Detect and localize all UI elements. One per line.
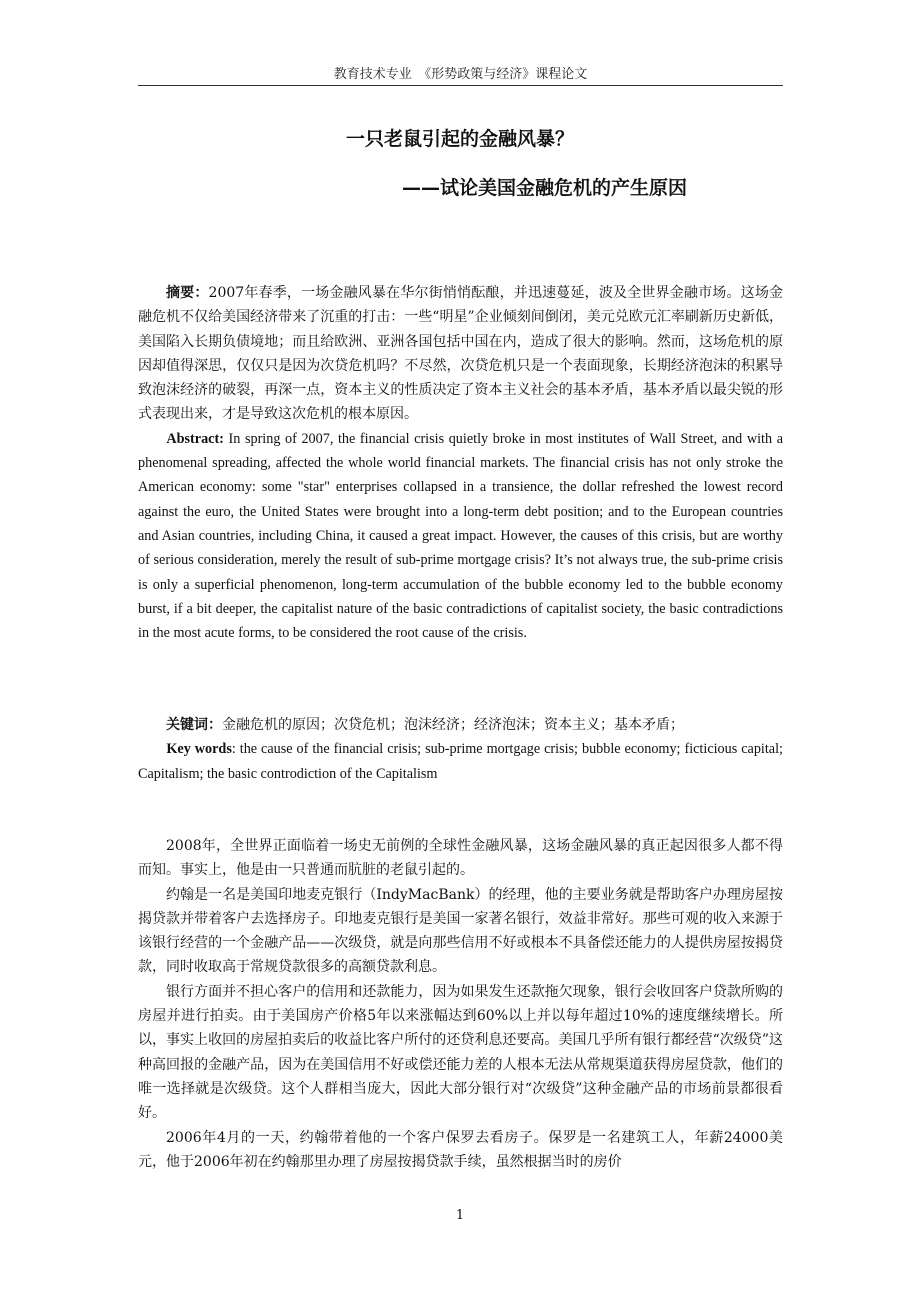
body-paragraph: 约翰是一名是美国印地麦克银行（IndyMacBank）的经理，他的主要业务就是帮助客户办理房屋按揭贷款并带着客户去选择房子。印地麦克银行是美国一家著名银行，效益非常好。那些可观的收入来源于该银行经营的一个金融产品——次级贷，就是向那些信用不好或根本不具备偿还能力的人提供房屋按揭贷款，同时收取高于常规贷款很多的高额贷款利息。 [138, 886, 783, 976]
header-rule [138, 85, 783, 86]
body-paragraph: 银行方面并不担心客户的信用和还款能力，因为如果发生还款拖欠现象，银行会收回客户贷款所购的房屋并进行拍卖。由于美国房产价格5年以来涨幅达到60%以上并以每年超过10%的速度继续增长。所以，事实上收回的房屋拍卖后的收益比客户所付的还贷利息还要高。美国几乎所有银行都经营“次级贷”这种高回报的金融产品，因为在美国信用不好或偿还能力差的人根本无法从常规渠道获得房屋贷款，他们的唯一选择就是次级贷。这个人群相当庞大，因此大部分银行对“次级贷”这种金融产品的市场前景都很看好。 [138, 983, 783, 1122]
keywords-en [138, 737, 783, 786]
abstract-cn-label: 摘要： [166, 285, 209, 301]
body-paragraph: 2008年，全世界正面临着一场史无前例的全球性金融风暴，这场金融风暴的真正起因很多人都不得而知。事实上，他是由一只普通而肮脏的老鼠引起的。 [138, 838, 783, 879]
running-header: 教育技术专业 《形势政策与经济》课程论文 [333, 67, 588, 82]
keywords-en-text: : the cause of the financial crisis; sub-prime mortgage crisis; bubble economy; ficticious capital; Capitalism; the basic controdiction of the Capitalism [138, 741, 783, 782]
abstract-en-label: Abstract: [166, 430, 224, 447]
page-number: 1 [455, 1208, 465, 1223]
body-paragraph: 2006年4月的一天，约翰带着他的一个客户保罗去看房子。保罗是一名建筑工人，年薪24000美元，他于2006年初在约翰那里办理了房屋按揭贷款手续，虽然根据当时的房价 [138, 1129, 783, 1170]
abstract-section [138, 281, 783, 645]
abstract-en [138, 427, 783, 646]
keywords-cn-text: 金融危机的原因；次贷危机；泡沫经济；经济泡沫；资本主义；基本矛盾； [222, 717, 684, 733]
keywords-en-label: Key words [166, 741, 232, 758]
keywords-cn [138, 713, 783, 737]
abstract-cn [138, 281, 783, 427]
abstract-cn-text: 2007年春季，一场金融风暴在华尔街悄悄酝酿，并迅速蔓延，波及全世界金融市场。这场金融危机不仅给美国经济带来了沉重的打击：一些“明星”企业倾刻间倒闭，美元兑欧元汇率刷新历史新低，美国陷入长期负债境地；而且给欧洲、亚洲各国包括中国在内，造成了很大的影响。然而，这场危机的原因却值得深思，仅仅只是因为次贷危机吗？不尽然，次贷危机只是一个表面现象，长期经济泡沫的积累导致泡沫经济的破裂，再深一点，资本主义的性质决定了资本主义社会的基本矛盾，基本矛盾以最尖锐的形式表现出来，才是导致这次危机的根本原因。 [138, 285, 783, 423]
paper-title: 一只老鼠引起的金融风暴？ [345, 128, 574, 150]
keywords-section [138, 713, 783, 786]
keywords-cn-label: 关键词： [166, 717, 222, 733]
paper-subtitle: ——试论美国金融危机的产生原因 [402, 177, 688, 199]
abstract-en-text: In spring of 2007, the financial crisis quietly broke in most institutes of Wall Street, and with a phenomenal spreading, affected the whole world financial markets. The financial crisis has not only stroke the American economy: some "star" enterprises collapsed in a transience, the dollar refreshed the lowest record against the euro, the United States were brought into a long-term debt position; and to the European countries and Asian countries, including China, it caused a great impact. However, the causes of this crisis, but are worthy of serious consideration, merely the result of sub-prime mortgage crisis? It’s not always true, the sub-prime crisis is only a superficial phenomenon, long-term accumulation of the bubble economy led to the bubble economy burst, if a bit deeper, the capitalist nature of the basic contradictions of capitalist society, the basic contradictions in the most acute forms, to be considered the root cause of the crisis. [138, 430, 783, 642]
body-text [138, 834, 783, 1174]
